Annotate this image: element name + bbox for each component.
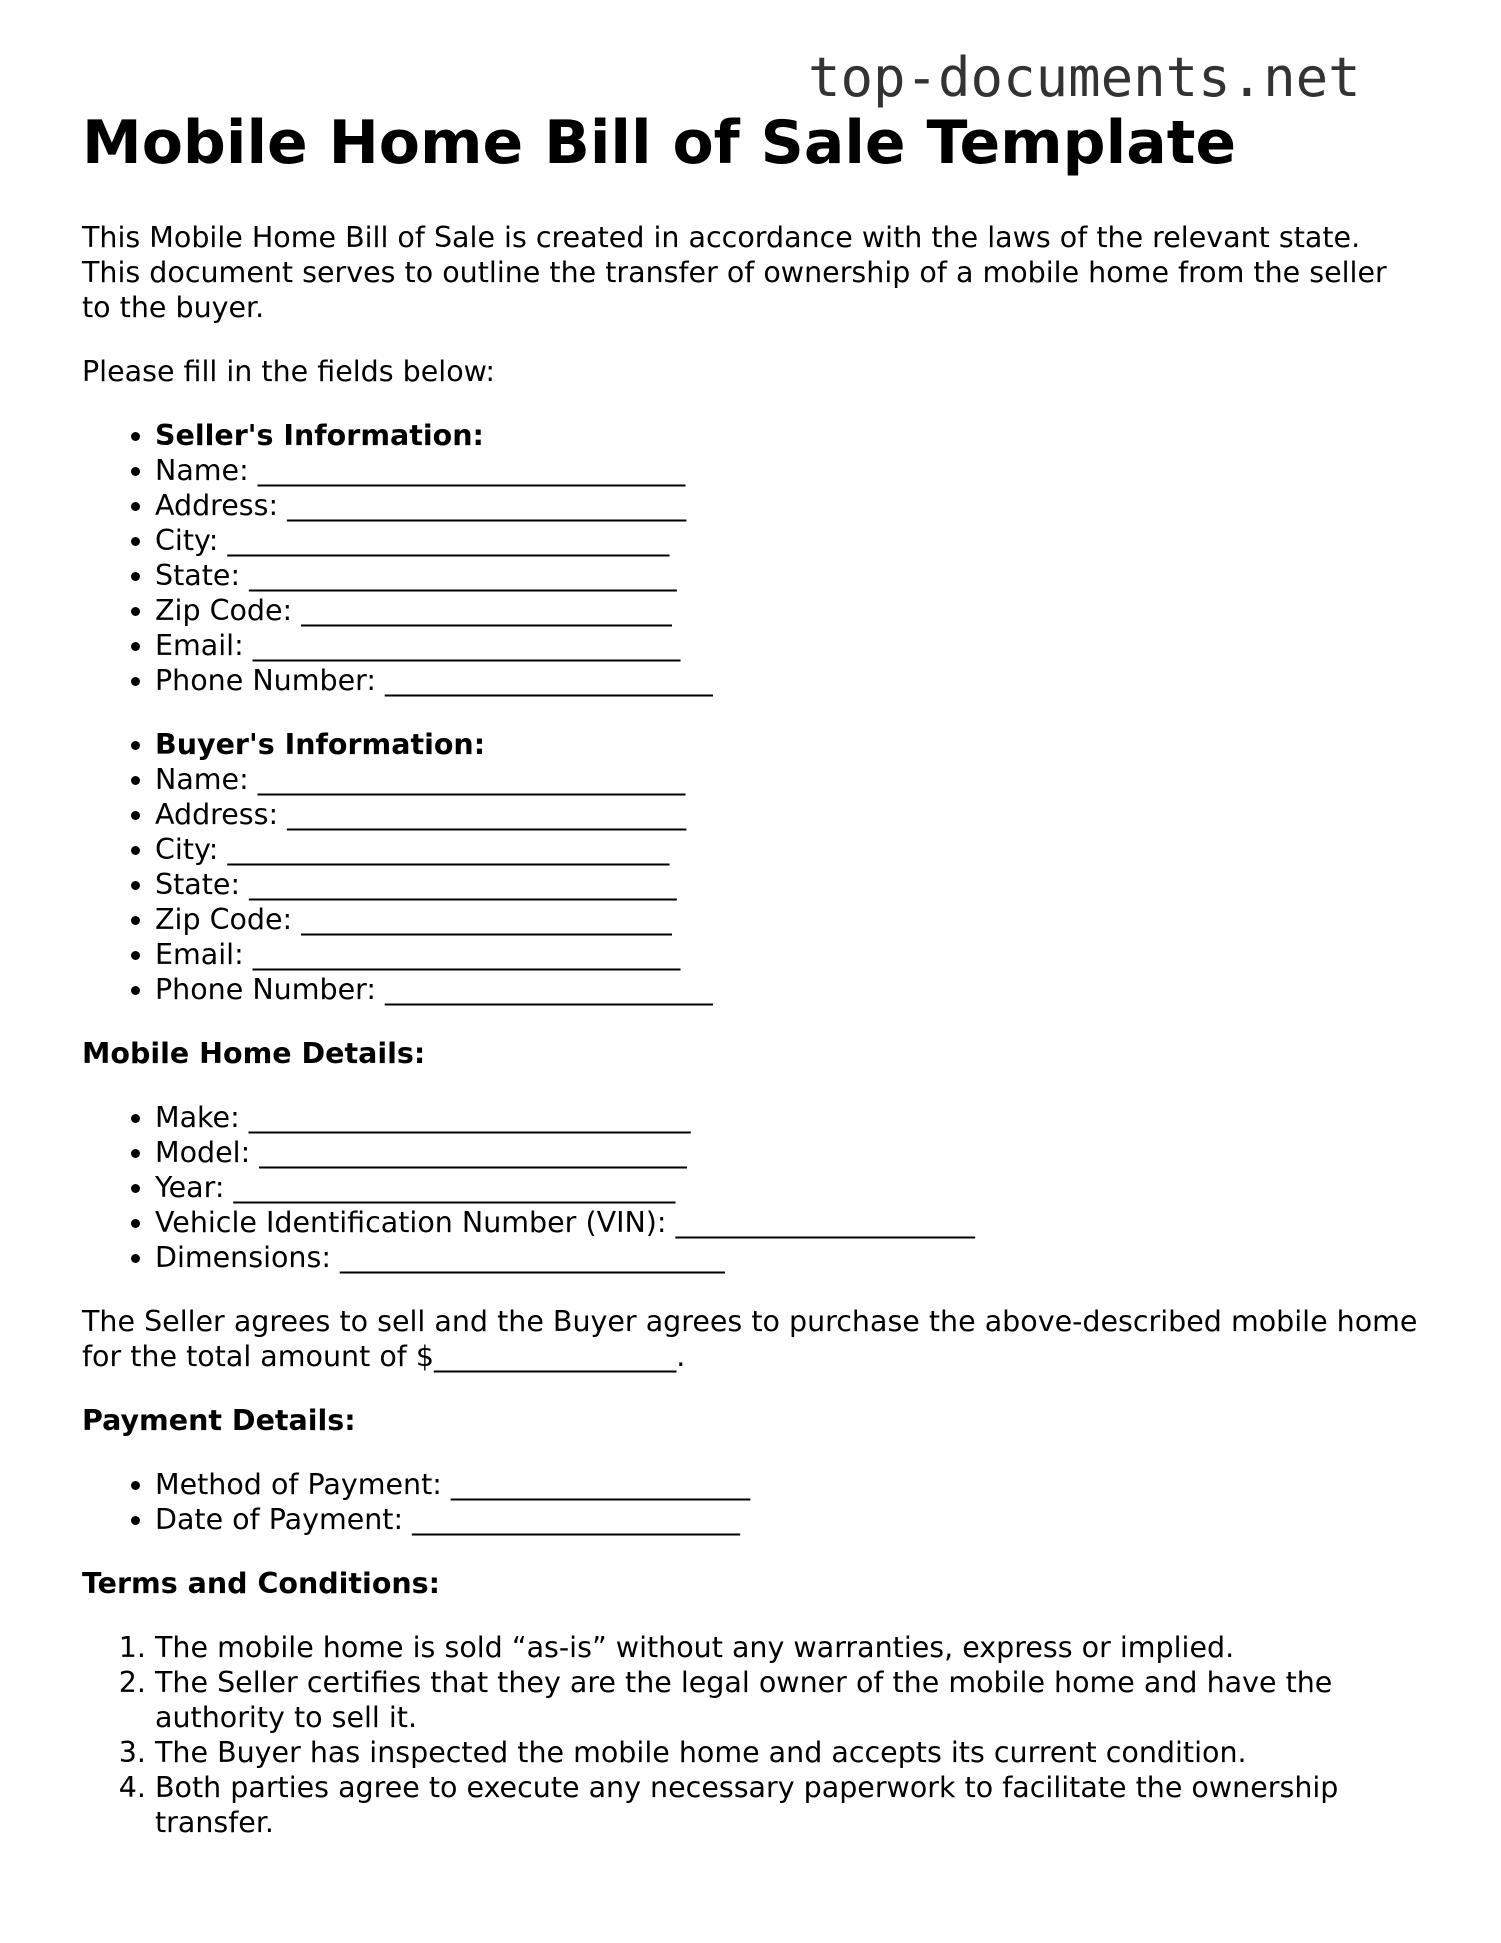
vin-field[interactable]: • Vehicle Identification Number (VIN): _____________________ [155,1205,1422,1240]
year-field[interactable]: • Year: _______________________________ [155,1170,1422,1205]
intro-paragraph: This Mobile Home Bill of Sale is created in accordance with the laws of the relevant state. This document serves to outline the transfer of ownership of a mobile home from the seller to the buyer. [82,221,1387,324]
terms-list [82,1630,1422,1840]
watermark: top-documents.net [808,46,1361,109]
buyer-name-field[interactable]: • Name: ______________________________ [155,762,1422,797]
terms-item: 2. The Seller certifies that they are the legal owner of the mobile home and have the authority to sell it. [155,1665,1422,1735]
buyer-email-field[interactable]: • Email: ______________________________ [155,937,1422,972]
buyer-state-field[interactable]: • State: ______________________________ [155,867,1422,902]
make-field[interactable]: • Make: _______________________________ [155,1100,1422,1135]
fill-prompt: Please fill in the fields below: [82,355,495,388]
payment-details-heading: Payment Details: [82,1404,356,1437]
seller-name-field[interactable]: • Name: ______________________________ [155,453,1422,488]
seller-state-field[interactable]: • State: ______________________________ [155,558,1422,593]
payment-method-field[interactable]: • Method of Payment: _____________________ [155,1467,1422,1502]
seller-phone-field[interactable]: • Phone Number: _______________________ [155,663,1422,698]
document-page [82,108,1422,1840]
buyer-zip-field[interactable]: • Zip Code: __________________________ [155,902,1422,937]
terms-item: 1. The mobile home is sold “as-is” without any warranties, express or implied. [155,1630,1422,1665]
buyer-info-list [82,727,1422,1007]
model-field[interactable]: • Model: ______________________________ [155,1135,1422,1170]
seller-city-field[interactable]: • City: _______________________________ [155,523,1422,558]
dimensions-field[interactable]: • Dimensions: ___________________________ [155,1240,1422,1275]
payment-details-list [82,1467,1422,1537]
terms-heading: Terms and Conditions: [82,1567,441,1600]
payment-date-field[interactable]: • Date of Payment: _______________________ [155,1502,1422,1537]
mobile-home-details-list [82,1100,1422,1275]
agreement-paragraph: The Seller agrees to sell and the Buyer agrees to purchase the above-described mobile home for the total amount of $_________________. [82,1305,1418,1373]
terms-item: 4. Both parties agree to execute any necessary paperwork to facilitate the ownership transfer. [155,1770,1422,1840]
terms-item: 3. The Buyer has inspected the mobile home and accepts its current condition. [155,1735,1422,1770]
buyer-city-field[interactable]: • City: _______________________________ [155,832,1422,867]
seller-zip-field[interactable]: • Zip Code: __________________________ [155,593,1422,628]
buyer-address-field[interactable]: • Address: ____________________________ [155,797,1422,832]
seller-email-field[interactable]: • Email: ______________________________ [155,628,1422,663]
buyer-info-heading: • Buyer's Information: [155,727,1422,762]
buyer-phone-field[interactable]: • Phone Number: _______________________ [155,972,1422,1007]
seller-info-list [82,418,1422,698]
seller-info-heading: • Seller's Information: [155,418,1422,453]
mobile-home-details-heading: Mobile Home Details: [82,1037,426,1070]
document-title: Mobile Home Bill of Sale Template [82,108,1237,178]
seller-address-field[interactable]: • Address: ____________________________ [155,488,1422,523]
